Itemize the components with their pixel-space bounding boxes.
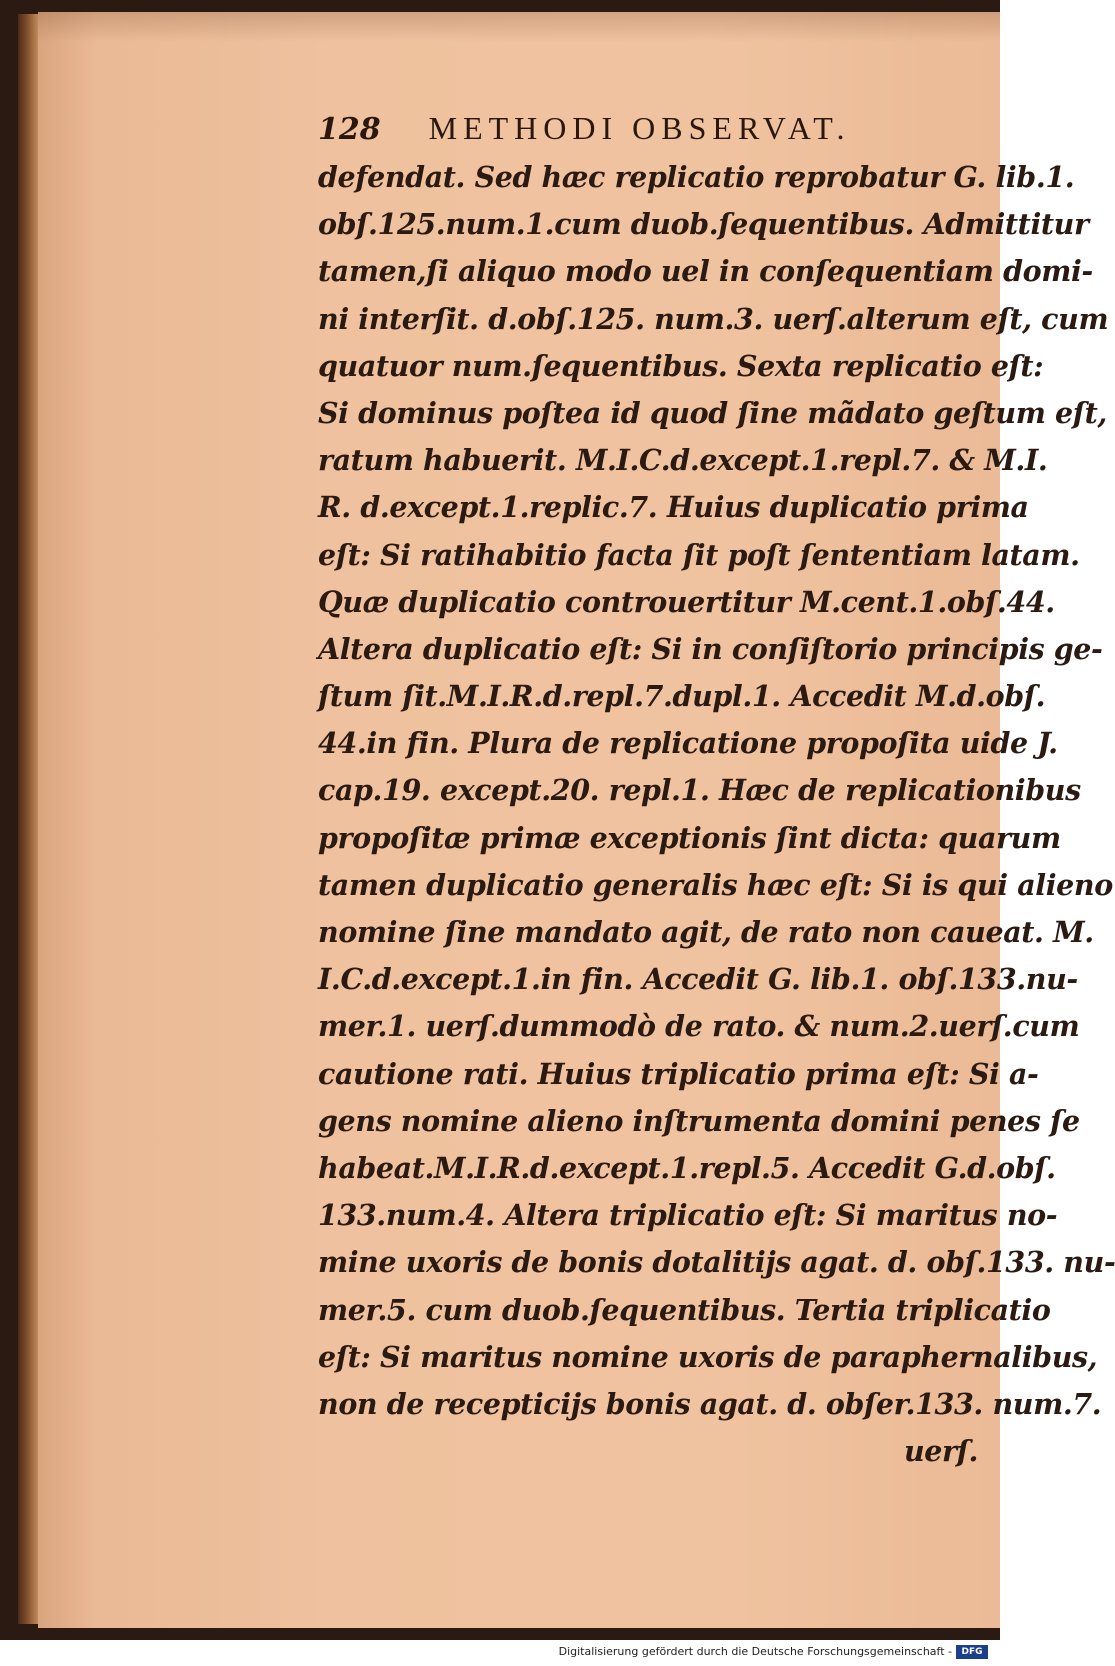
text-line: mine uxoris de bonis dotalitijs agat. d. obſ.133. nu- [318, 1245, 1115, 1280]
dfg-logo: DFG [956, 1645, 988, 1659]
text-line: defendat. Sed hæc replicatio reprobatur G. lib.1. [318, 160, 1075, 194]
text-line: tamen,ſi aliquo modo uel in conſequentiam domi- [318, 254, 1093, 289]
text-line: Altera duplicatio eſt: Si in conſiſtorio principis ge- [318, 631, 1103, 666]
text-line: I.C.d.except.1.in fin. Accedit G. lib.1. obſ.133.nu- [318, 962, 1078, 997]
text-line: ſtum ſit.M.I.R.d.repl.7.dupl.1. Accedit M.d.obſ. [318, 679, 1046, 714]
text-line: Quæ duplicatio controuertitur M.cent.1.obſ.44. [318, 584, 1055, 619]
text-line: cap.19. except.20. repl.1. Hæc de replicationibus [318, 773, 1081, 808]
text-line: eſt: Si maritus nomine uxoris de paraphernalibus, [318, 1339, 1098, 1374]
running-title: METHODI OBSERVAT. [428, 110, 851, 146]
digitization-footer [0, 1640, 1000, 1666]
text-line: mer.1. uerſ.dummodò de rato. & num.2.uerſ.cum [318, 1009, 1080, 1044]
text-line: cautione rati. Huius triplicatio prima eſt: Si a- [318, 1056, 1039, 1091]
text-line: quatuor num.ſequentibus. Sexta replicatio eſt: [318, 348, 1044, 383]
page-shadow [38, 12, 1000, 42]
text-line: Si dominus poſtea id quod ſine mãdato geſtum eſt, [318, 395, 1107, 430]
body-text [318, 154, 1115, 1475]
page-header [318, 110, 958, 154]
text-line: tamen duplicatio generalis hæc eſt: Si is qui alieno [318, 867, 1113, 902]
funding-credit: Digitalisierung gefördert durch die Deutsche Forschungsgemeinschaft - [558, 1645, 952, 1658]
text-line: R. d.except.1.replic.7. Huius duplicatio prima [318, 490, 1029, 525]
text-line: obſ.125.num.1.cum duob.ſequentibus. Admittitur [318, 207, 1089, 242]
text-line: nomine ſine mandato agit, de rato non caueat. M. [318, 915, 1094, 949]
text-line: mer.5. cum duob.ſequentibus. Tertia triplicatio [318, 1292, 1051, 1327]
page-number: 128 [318, 112, 381, 147]
text-line: habeat.M.I.R.d.except.1.repl.5. Accedit G.d.obſ. [318, 1150, 1056, 1185]
text-line: non de recepticijs bonis agat. d. obſer.133. num.7. [318, 1386, 1102, 1421]
book-spine-edge [18, 14, 38, 1624]
catchword: uerſ. [903, 1434, 978, 1469]
text-line: 44.in fin. Plura de replicatione propoſita uide J. [318, 726, 1058, 761]
text-line: ni interſit. d.obſ.125. num.3. uerſ.alterum eſt, cum [318, 301, 1109, 336]
text-line: eſt: Si ratihabitio facta ſit poſt ſententiam latam. [318, 537, 1080, 572]
text-line: gens nomine alieno inſtrumenta domini penes ſe [318, 1103, 1080, 1138]
text-line: ratum habuerit. M.I.C.d.except.1.repl.7. & M.I. [318, 443, 1048, 478]
text-line: propoſitæ primæ exceptionis ſint dicta: quarum [318, 820, 1061, 855]
text-line: 133.num.4. Altera triplicatio eſt: Si maritus no- [318, 1198, 1058, 1233]
